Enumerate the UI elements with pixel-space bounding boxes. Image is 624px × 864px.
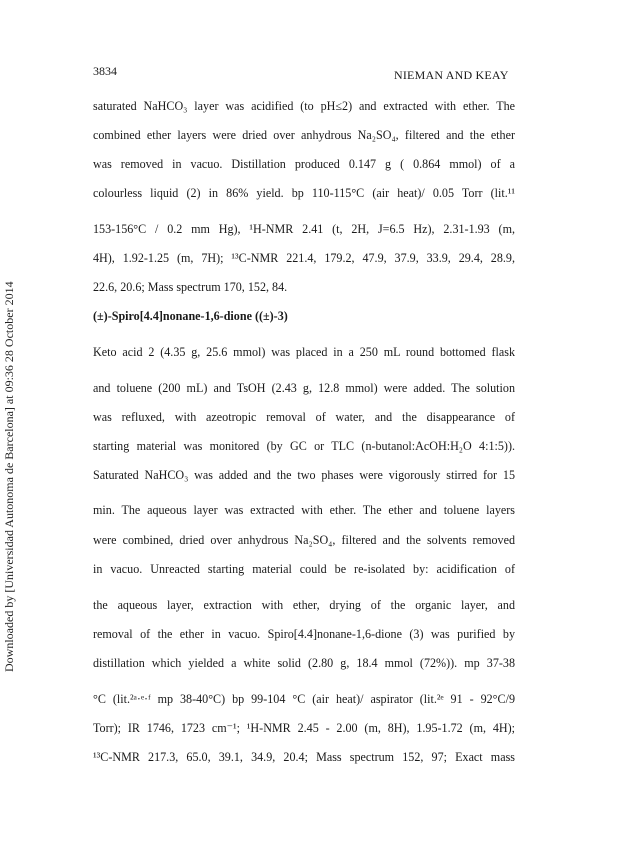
body-line: 22.6, 20.6; Mass spectrum 170, 152, 84. [93, 280, 288, 294]
body-line: removal of the ether in vacuo. Spiro[4.4]nonane-1,6-dione (3) was purified by [93, 627, 515, 641]
body-line: Torr); IR 1746, 1723 cm⁻¹; ¹H-NMR 2.45 - 2.00 (m, 8H), 1.95-1.72 (m, 4H); [93, 721, 515, 735]
body-line: starting material was monitored (by GC or TLC (n-butanol:AcOH:H₂O 4:1:5)). [93, 439, 515, 453]
body-line: min. The aqueous layer was extracted with ether. The ether and toluene layers [93, 503, 515, 517]
body-line: Keto acid 2 (4.35 g, 25.6 mmol) was placed in a 250 mL round bottomed flask [93, 345, 515, 359]
section-heading: (±)-Spiro[4.4]nonane-1,6-dione ((±)-3) [93, 309, 288, 323]
body-line: were combined, dried over anhydrous Na₂SO₄, filtered and the solvents removed [93, 533, 515, 547]
body-line: colourless liquid (2) in 86% yield. bp 110-115°C (air heat)/ 0.05 Torr (lit.¹¹ [93, 186, 515, 200]
body-line: the aqueous layer, extraction with ether, drying of the organic layer, and [93, 598, 515, 612]
body-line: 4H), 1.92-1.25 (m, 7H); ¹³C-NMR 221.4, 179.2, 47.9, 37.9, 33.9, 29.4, 28.9, [93, 251, 515, 265]
body-line: Saturated NaHCO₃ was added and the two phases were vigorously stirred for 15 [93, 468, 515, 482]
body-line: ¹³C-NMR 217.3, 65.0, 39.1, 34.9, 20.4; Mass spectrum 152, 97; Exact mass [93, 750, 515, 764]
page-number: 3834 [93, 64, 117, 78]
body-line: distillation which yielded a white solid (2.80 g, 18.4 mmol (72%)). mp 37-38 [93, 656, 515, 670]
body-line: was removed in vacuo. Distillation produced 0.147 g ( 0.864 mmol) of a [93, 157, 515, 171]
body-line: °C (lit.²ᵃ·ᵉ·ᶠ mp 38-40°C) bp 99-104 °C (air heat)/ aspirator (lit.²ᵉ 91 - 92°C/9 [93, 692, 515, 706]
body-line: combined ether layers were dried over anhydrous Na₂SO₄, filtered and the ether [93, 128, 515, 142]
body-line: in vacuo. Unreacted starting material could be re-isolated by: acidification of [93, 562, 515, 576]
body-line: was refluxed, with azeotropic removal of water, and the disappearance of [93, 410, 515, 424]
body-line: and toluene (200 mL) and TsOH (2.43 g, 12.8 mmol) were added. The solution [93, 381, 515, 395]
download-notice: Downloaded by [Universidad Autonoma de Barcelona] at 09:36 28 October 2014 [2, 281, 16, 672]
running-head: NIEMAN AND KEAY [394, 68, 509, 82]
body-line: saturated NaHCO₃ layer was acidified (to pH≤2) and extracted with ether. The [93, 99, 515, 113]
body-line: 153-156°C / 0.2 mm Hg), ¹H-NMR 2.41 (t, 2H, J=6.5 Hz), 2.31-1.93 (m, [93, 222, 515, 236]
